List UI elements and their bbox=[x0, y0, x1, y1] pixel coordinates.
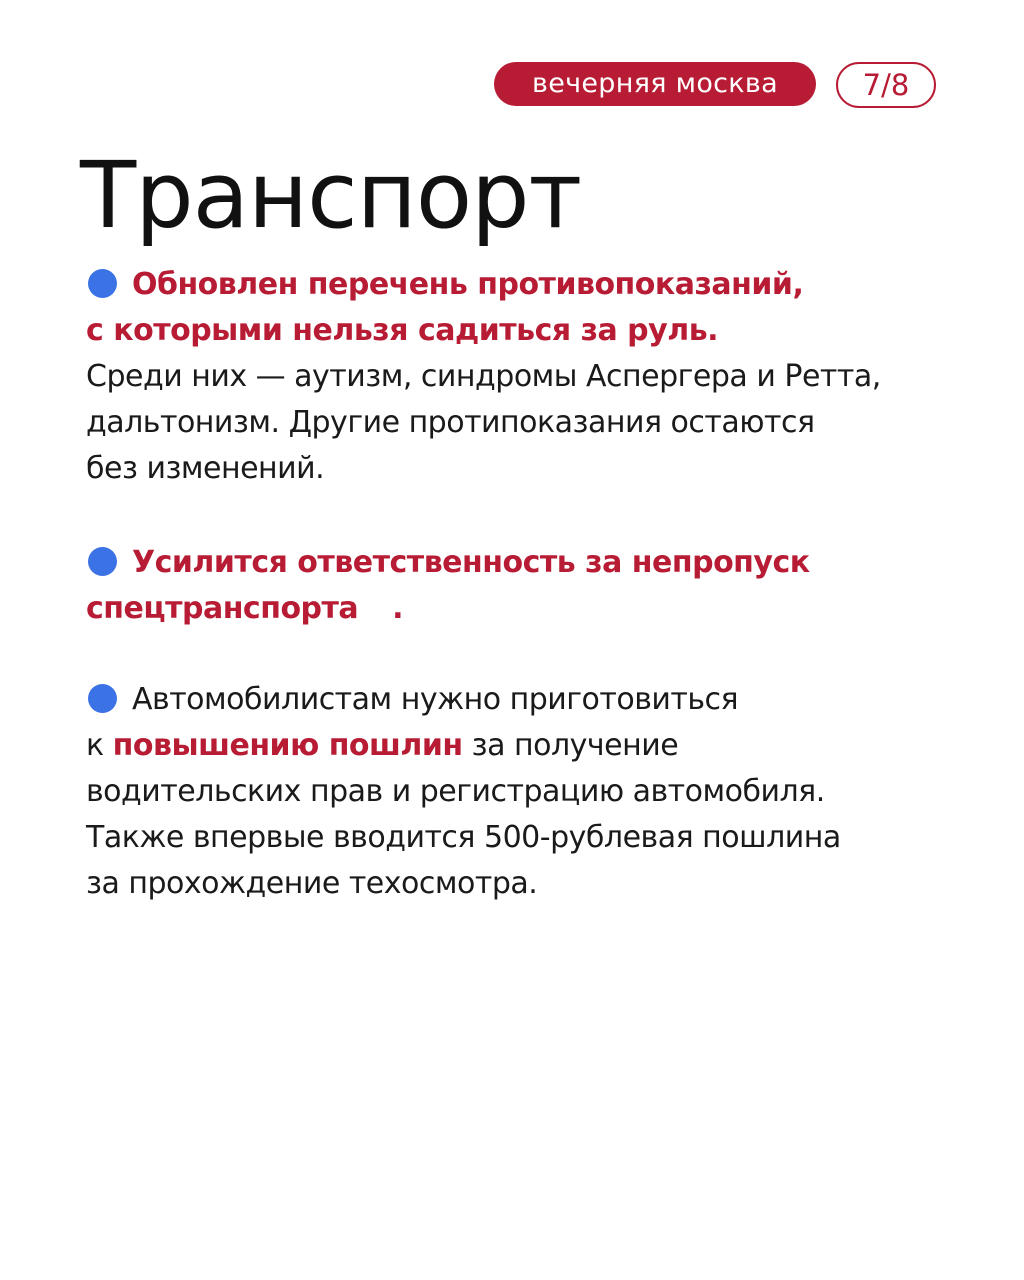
headline-text: с которыми нельзя садиться за руль. bbox=[86, 313, 719, 348]
body-text: дальтонизм. Другие протипоказания остаются bbox=[86, 405, 815, 440]
page-indicator: 7/8 bbox=[836, 62, 936, 108]
headline-text: Усилится ответственность за непропуск bbox=[132, 545, 810, 580]
body-line bbox=[86, 723, 956, 769]
body-line bbox=[86, 677, 956, 723]
news-item-emergency-vehicles bbox=[86, 540, 956, 632]
body-text: за прохождение техосмотра. bbox=[86, 866, 538, 901]
body-text: водительских прав и регистрацию автомобиля. bbox=[86, 774, 825, 809]
bullet-dot-icon bbox=[88, 547, 117, 576]
headline-line bbox=[86, 262, 956, 308]
body-text: за получение bbox=[471, 728, 679, 763]
headline-period: . bbox=[392, 591, 404, 626]
bullet-dot-icon bbox=[88, 269, 117, 298]
news-item-fees bbox=[86, 677, 956, 907]
body-text: без изменений. bbox=[86, 451, 325, 486]
body-text: Также впервые вводится 500-рублевая пошлина bbox=[86, 820, 841, 855]
bullet-dot-icon bbox=[88, 684, 117, 713]
page-title: Транспорт bbox=[80, 142, 582, 249]
body-text: Автомобилистам нужно приготовиться bbox=[132, 682, 739, 717]
headline-line bbox=[86, 540, 956, 586]
brand-badge: вечерняя москва bbox=[494, 62, 816, 106]
body-text: к bbox=[86, 728, 104, 763]
headline-text: Обновлен перечень противопоказаний, bbox=[132, 267, 804, 302]
headline-line bbox=[86, 586, 956, 632]
highlight-text: повышению пошлин bbox=[112, 728, 463, 763]
news-item-contraindications bbox=[86, 262, 956, 492]
headline-text: спецтранспорта bbox=[86, 591, 359, 626]
body-text: Среди них — аутизм, синдромы Аспергера и Ретта, bbox=[86, 359, 881, 394]
